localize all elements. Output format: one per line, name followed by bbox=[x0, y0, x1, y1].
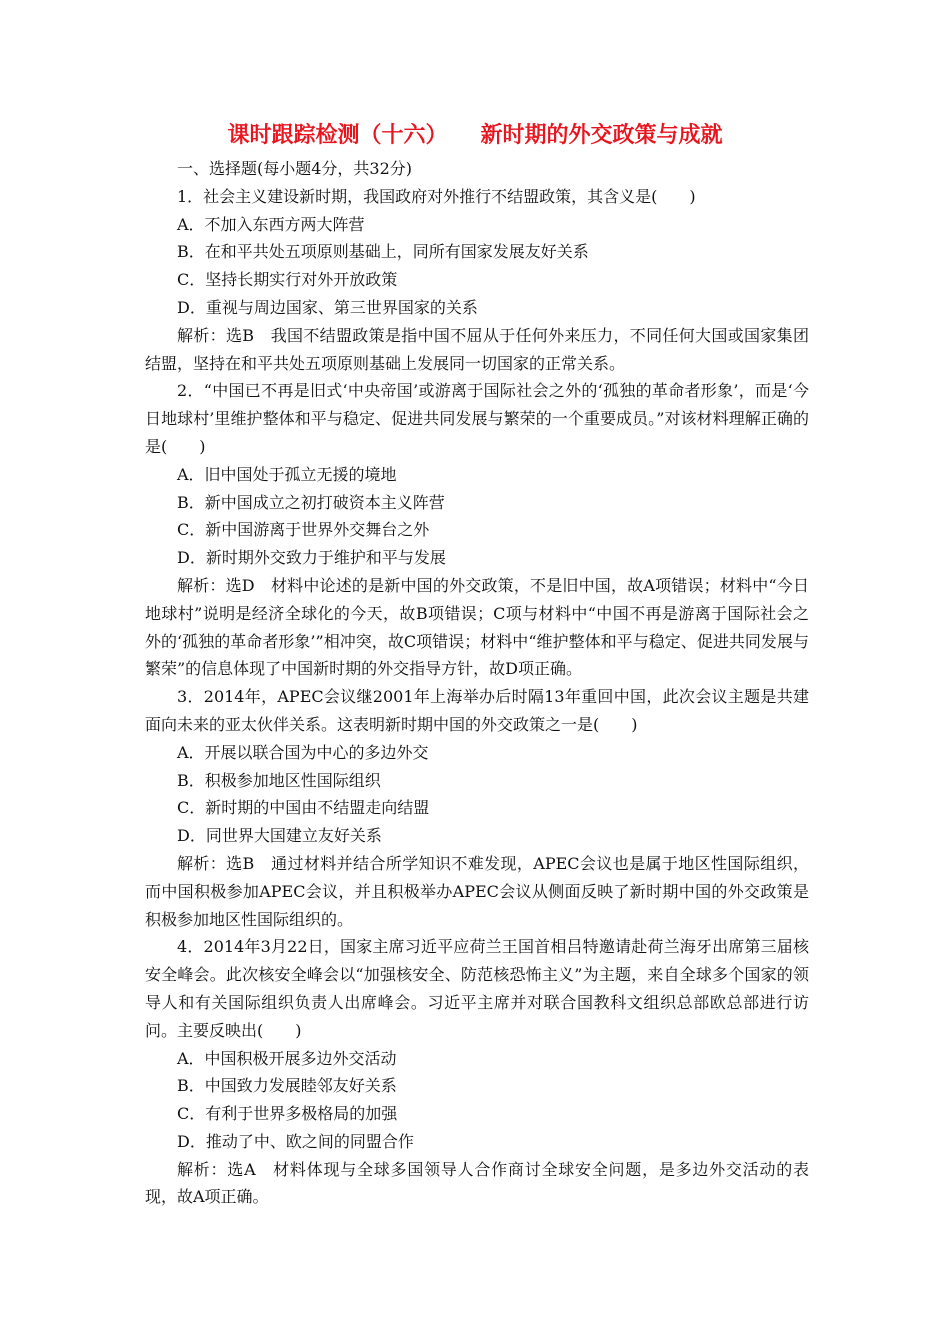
document-body bbox=[145, 155, 809, 1211]
answer-analysis: 解析：选B 通过材料并结合所学知识不难发现，APEC会议也是属于地区性国际组织，而中国积极参加APEC会议，并且积极举办APEC会议从侧面反映了新时期中国的外交政策是积极参加地区性国际组织的。 bbox=[145, 853, 809, 929]
option: A．旧中国处于孤立无援的境地 bbox=[177, 464, 397, 484]
option: B．在和平共处五项原则基础上，同所有国家发展友好关系 bbox=[177, 242, 589, 262]
answer-analysis: 解析：选A 材料体现与全球多国领导人合作商讨全球安全问题，是多边外交活动的表现，故A项正确。 bbox=[145, 1159, 809, 1207]
option: B．新中国成立之初打破资本主义阵营 bbox=[177, 492, 445, 512]
question-stem: 2．“中国已不再是旧式‘中央帝国’或游离于国际社会之外的‘孤独的革命者形象’，而是‘今日地球村’里维护整体和平与稳定、促进共同发展与繁荣的一个重要成员。”对该材料理解正确的是( ) bbox=[145, 381, 809, 456]
option: A．中国积极开展多边外交活动 bbox=[177, 1048, 397, 1068]
option: D．推动了中、欧之间的同盟合作 bbox=[177, 1131, 414, 1151]
option: C．有利于世界多极格局的加强 bbox=[177, 1104, 398, 1124]
option: C．坚持长期实行对外开放政策 bbox=[177, 270, 398, 290]
option: B．中国致力发展睦邻友好关系 bbox=[177, 1076, 397, 1096]
option: A．开展以联合国为中心的多边外交 bbox=[177, 742, 429, 762]
question-stem: 4．2014年3月22日，国家主席习近平应荷兰王国首相吕特邀请赴荷兰海牙出席第三届核安全峰会。此次核安全峰会以“加强核安全、防范核恐怖主义”为主题，来自全球多个国家的领导人和有关国际组织负责人出席峰会。习近平主席并对联合国教科文组织总部欧总部进行访问。主要反映出( ) bbox=[145, 937, 809, 1040]
option: C．新中国游离于世界外交舞台之外 bbox=[177, 520, 430, 540]
option: D．新时期外交致力于维护和平与发展 bbox=[177, 548, 446, 568]
section-heading: 一、选择题(每小题4分，共32分) bbox=[177, 159, 413, 178]
page-title: 课时跟踪检测（十六） 新时期的外交政策与成就 bbox=[227, 123, 723, 148]
answer-analysis: 解析：选D 材料中论述的是新中国的外交政策，不是旧中国，故A项错误；材料中“今日地球村”说明是经济全球化的今天，故B项错误；C项与材料中“中国不再是游离于国际社会之外的‘孤独的革命者形象’”相冲突，故C项错误；材料中“维护整体和平与稳定、促进共同发展与繁荣”的信息体现了中国新时期的外交指导方针，故D项正确。 bbox=[145, 575, 809, 679]
option: D．重视与周边国家、第三世界国家的关系 bbox=[177, 297, 478, 317]
option: D．同世界大国建立友好关系 bbox=[177, 826, 382, 846]
option: C．新时期的中国由不结盟走向结盟 bbox=[177, 798, 430, 818]
option: B．积极参加地区性国际组织 bbox=[177, 770, 381, 790]
answer-analysis: 解析：选B 我国不结盟政策是指中国不屈从于任何外来压力，不同任何大国或国家集团结盟，坚持在和平共处五项原则基础上发展同一切国家的正常关系。 bbox=[145, 325, 809, 373]
question-stem: 1．社会主义建设新时期，我国政府对外推行不结盟政策，其含义是( ) bbox=[177, 186, 696, 206]
option: A．不加入东西方两大阵营 bbox=[177, 214, 365, 234]
question-stem: 3．2014年，APEC会议继2001年上海举办后时隔13年重回中国，此次会议主题是共建面向未来的亚太伙伴关系。这表明新时期中国的外交政策之一是( ) bbox=[145, 687, 809, 734]
